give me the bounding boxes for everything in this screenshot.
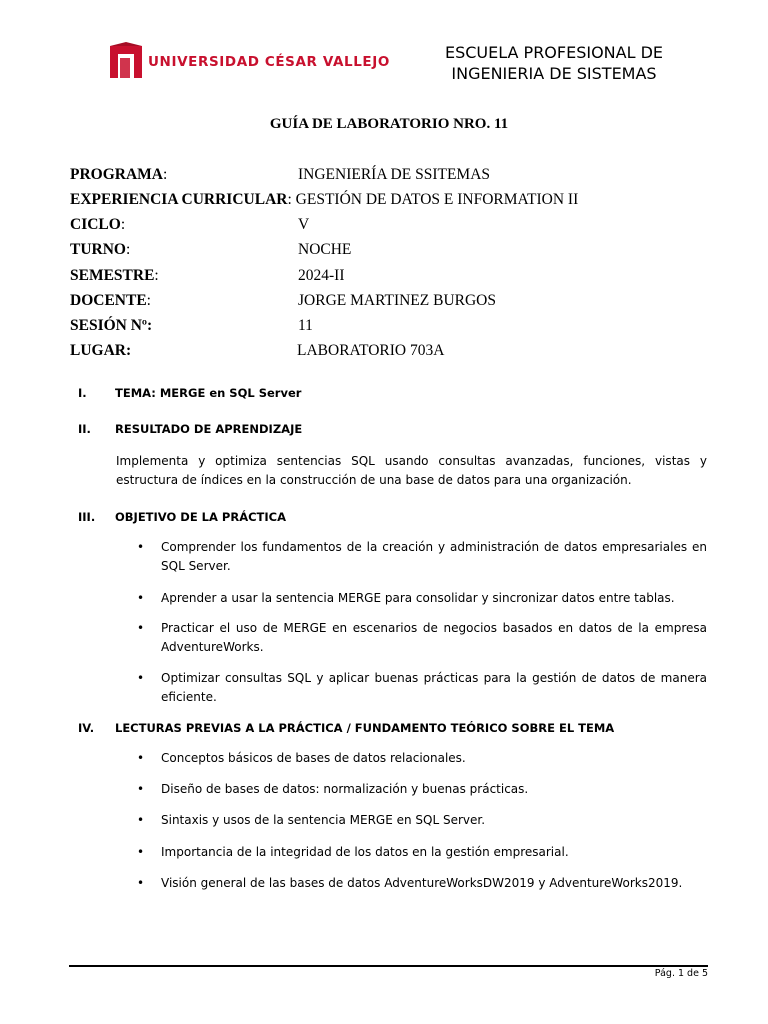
info-label: SESIÓN Nº: [70,317,153,334]
school-name-line2: INGENIERIA DE SISTEMAS [451,64,657,83]
section-heading-tema [78,386,301,400]
school-name [414,42,694,84]
school-name-line1: ESCUELA PROFESIONAL DE [444,43,664,62]
list-item [137,749,707,768]
bullet-icon: • [137,621,145,635]
info-row-sesion [70,317,313,335]
section-number: I. [78,386,87,400]
guide-title: GUÍA DE LABORATORIO NRO. 11 [269,116,509,132]
page-number: Pág. 1 de 5 [654,968,708,979]
section-title: LECTURAS PREVIAS A LA PRÁCTICA / FUNDAMENTO TEÓRICO SOBRE EL TEMA [115,721,615,735]
list-item [137,780,707,799]
info-label: CICLO [70,216,121,233]
list-item-text: Optimizar consultas SQL y aplicar buenas prácticas para la gestión de datos de manera eficiente. [161,671,707,704]
info-label: SEMESTRE [70,267,155,284]
info-value: JORGE MARTINEZ BURGOS [298,292,496,309]
info-sep: : [287,191,292,208]
section-number: III. [78,510,96,524]
bullet-icon: • [137,845,145,859]
info-row-experiencia [70,191,578,209]
list-item [137,669,707,707]
list-item-text: Visión general de las bases de datos AdventureWorksDW2019 y AdventureWorks2019. [161,876,683,890]
info-label: EXPERIENCIA CURRICULAR [70,191,288,208]
info-value: GESTIÓN DE DATOS E INFORMATION II [295,191,579,208]
info-sep: : [163,166,168,183]
info-row-ciclo [70,216,310,234]
list-item-text: Diseño de bases de datos: normalización y buenas prácticas. [161,782,529,796]
bullet-icon: • [137,591,145,605]
list-item [137,811,707,830]
info-value: NOCHE [298,241,352,258]
list-item [137,619,707,657]
info-sep: : [154,267,159,284]
list-item-text: Importancia de la integridad de los datos en la gestión empresarial. [161,845,569,859]
bullet-icon: • [137,782,145,796]
section-number: IV. [78,721,95,735]
list-item-text: Sintaxis y usos de la sentencia MERGE en SQL Server. [161,813,486,827]
info-row-turno [70,241,352,259]
bullet-icon: • [137,813,145,827]
list-item [137,874,707,893]
university-crest-icon [108,42,144,82]
info-sep: : [146,292,151,309]
info-sep: : [120,216,126,233]
list-item [137,538,707,576]
section-heading-lecturas [78,721,614,735]
list-item [137,589,707,608]
info-row-programa [70,166,491,184]
section-title: OBJETIVO DE LA PRÁCTICA [115,510,287,524]
info-value: 11 [298,317,313,334]
bullet-icon: • [137,751,145,765]
list-item [137,843,707,862]
list-item-text: Practicar el uso de MERGE en escenarios de negocios basados en datos de la empresa AdventureWorks. [161,621,707,654]
info-row-semestre [70,267,345,285]
info-value: V [298,216,310,233]
info-sep: : [125,241,131,258]
footer-divider [69,965,708,967]
info-value: 2024-II [298,267,345,284]
info-row-lugar [70,342,445,360]
info-row-docente [70,292,496,310]
section-title: RESULTADO DE APRENDIZAJE [115,422,303,436]
university-logo [108,42,390,82]
info-label: LUGAR: [70,342,132,359]
section-title: TEMA: MERGE en SQL Server [115,386,302,400]
section-number: II. [78,422,91,436]
list-item-text: Conceptos básicos de bases de datos relacionales. [161,751,466,765]
bullet-icon: • [137,876,145,890]
info-label: PROGRAMA [70,166,163,183]
list-item-text: Comprender los fundamentos de la creación y administración de datos empresariales en SQL Server. [161,540,707,573]
info-value: LABORATORIO 703A [297,342,445,359]
section-heading-objetivo [78,510,286,524]
resultado-paragraph: Implementa y optimiza sentencias SQL usando consultas avanzadas, funciones, vistas y estructura de índices en la construcción de una base de datos para una organización. [116,454,707,487]
bullet-icon: • [137,671,145,685]
bullet-icon: • [137,540,145,554]
list-item-text: Aprender a usar la sentencia MERGE para consolidar y sincronizar datos entre tablas. [161,591,675,605]
section-heading-resultado [78,422,302,436]
info-value: INGENIERÍA DE SSITEMAS [298,166,491,183]
university-name: UNIVERSIDAD CÉSAR VALLEJO [148,54,390,70]
info-label: TURNO [70,241,126,258]
info-label: DOCENTE [70,292,147,309]
